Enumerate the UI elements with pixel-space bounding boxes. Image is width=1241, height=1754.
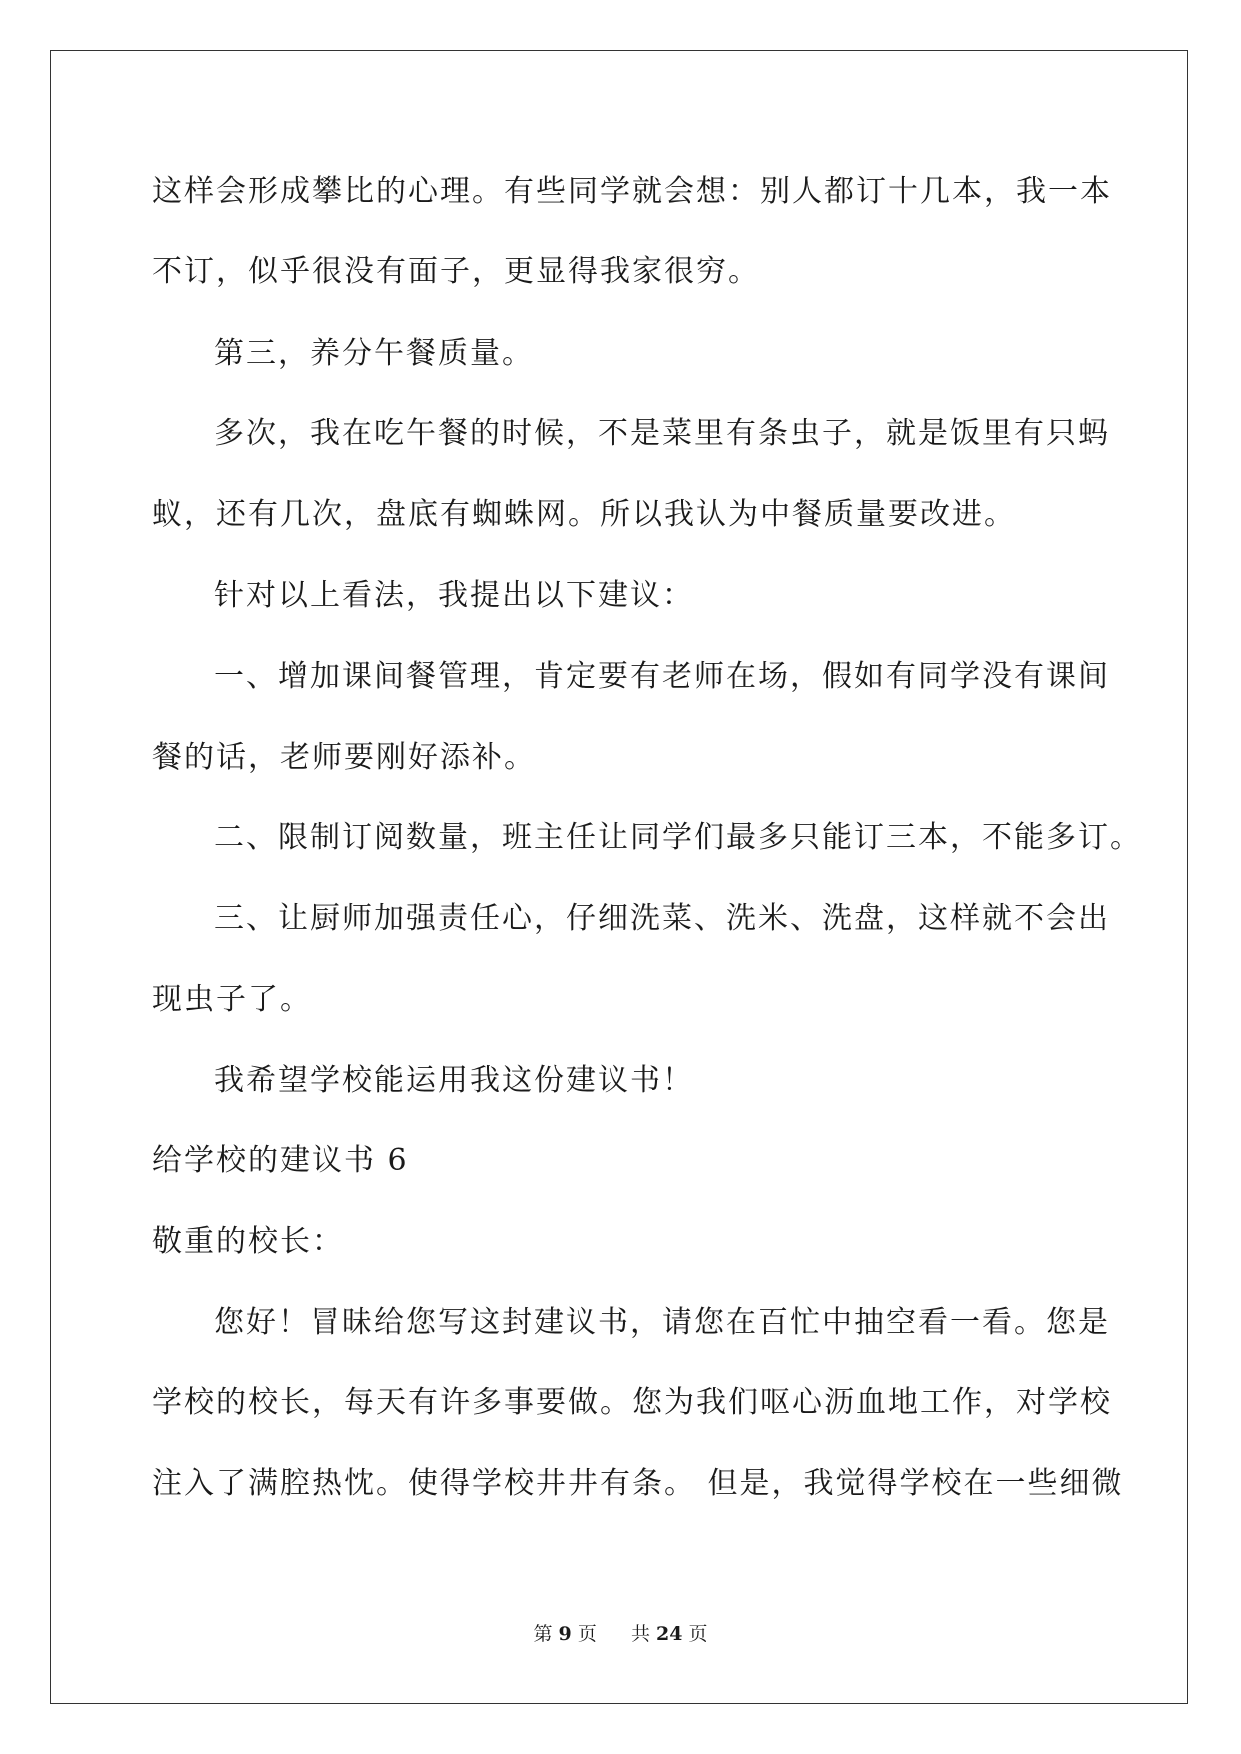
body-line-5: 蚁，还有几次，盘底有蜘蛛网。所以我认为中餐质量要改进。 (152, 497, 1016, 532)
footer-page-prefix: 第 (533, 1623, 553, 1645)
body-line-12: 我希望学校能运用我这份建议书！ (214, 1063, 694, 1098)
body-line-15: 您好！冒昧给您写这封建议书，请您在百忙中抽空看一看。您是 (214, 1305, 1110, 1340)
body-line-17: 注入了满腔热忱。使得学校井井有条。 但是，我觉得学校在一些细微 (152, 1466, 1124, 1501)
body-line-16: 学校的校长，每天有许多事要做。您为我们呕心沥血地工作，对学校 (152, 1385, 1112, 1420)
body-line-10: 三、让厨师加强责任心，仔细洗菜、洗米、洗盘，这样就不会出 (214, 901, 1110, 936)
body-line-4: 多次，我在吃午餐的时候，不是菜里有条虫子，就是饭里有只蚂 (214, 416, 1110, 451)
body-line-8: 餐的话，老师要刚好添补。 (152, 740, 536, 775)
salutation: 敬重的校长： (152, 1224, 344, 1259)
footer-total-suffix: 页 (688, 1623, 708, 1645)
footer-total-pages: 24 (656, 1623, 683, 1645)
body-line-2: 不订，似乎很没有面子，更显得我家很穷。 (152, 254, 760, 289)
page-footer (0, 1622, 1241, 1646)
page-border (50, 50, 1188, 1704)
body-line-6: 针对以上看法，我提出以下建议： (214, 578, 694, 613)
footer-page-number: 9 (558, 1623, 572, 1645)
body-line-11: 现虫子了。 (152, 982, 312, 1017)
body-line-1: 这样会形成攀比的心理。有些同学就会想：别人都订十几本，我一本 (152, 174, 1112, 209)
footer-page-suffix: 页 (577, 1623, 597, 1645)
footer-total-prefix: 共 (630, 1623, 650, 1645)
body-line-7: 一、增加课间餐管理，肯定要有老师在场，假如有同学没有课间 (214, 659, 1110, 694)
body-line-9: 二、限制订阅数量，班主任让同学们最多只能订三本，不能多订。 (214, 820, 1142, 855)
section-heading: 给学校的建议书 6 (152, 1143, 409, 1178)
body-line-3: 第三，养分午餐质量。 (214, 336, 534, 371)
